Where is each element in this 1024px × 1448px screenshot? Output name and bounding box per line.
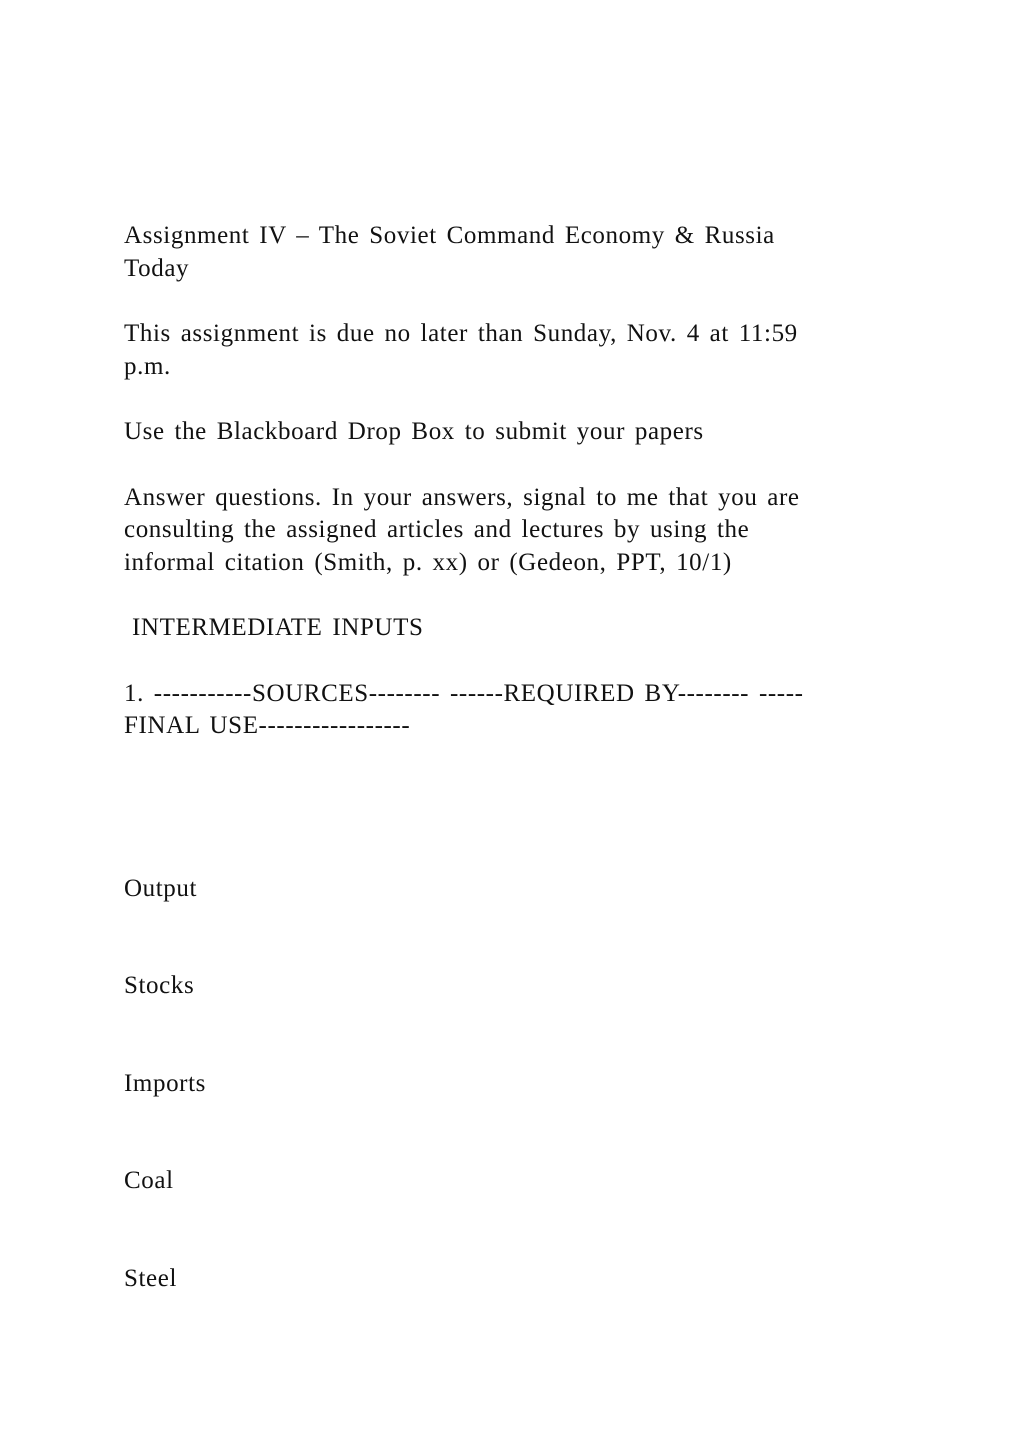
instructions-paragraph (124, 482, 904, 580)
section-heading: INTERMEDIATE INPUTS (132, 614, 424, 641)
row-label: Output (124, 874, 198, 902)
assignment-title (124, 220, 904, 285)
row-label: Coal (124, 1167, 174, 1194)
question-1-line-2: FINAL USE----------------- (124, 712, 411, 739)
assignment-title-line-1: Assignment IV – The Soviet Command Economy & Russia (124, 222, 775, 249)
due-date-line-2: p.m. (124, 352, 171, 380)
due-date-paragraph (124, 318, 904, 383)
instructions-line-3: informal citation (Smith, p. xx) or (Gedeon, PPT, 10/1) (124, 548, 732, 576)
row-label: Steel (124, 1264, 177, 1292)
submission-note: Use the Blackboard Drop Box to submit your papers (124, 418, 704, 445)
instructions-line-2: consulting the assigned articles and lectures by using the (124, 516, 750, 543)
question-1 (124, 678, 904, 743)
instructions-line-1: Answer questions. In your answers, signal to me that you are (124, 483, 800, 511)
row-label: Stocks (124, 972, 195, 999)
assignment-title-line-2: Today (124, 254, 190, 282)
row-label: Imports (124, 1069, 206, 1097)
due-date-line-1: This assignment is due no later than Sunday, Nov. 4 at 11:59 (124, 320, 798, 347)
question-1-line-1: 1. -----------SOURCES-------- ------REQUIRED BY-------- ----- (124, 679, 804, 707)
document-body (124, 220, 904, 1295)
